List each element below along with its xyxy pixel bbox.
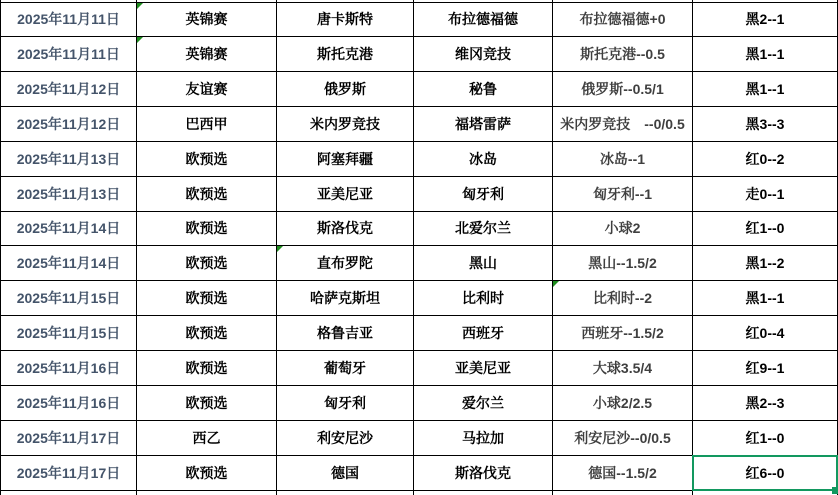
cell-away-team[interactable] bbox=[414, 246, 553, 281]
cell-date[interactable] bbox=[0, 351, 137, 386]
cell-league[interactable] bbox=[137, 456, 277, 491]
table-row bbox=[0, 421, 838, 456]
table-row bbox=[0, 37, 838, 72]
cell-away-team[interactable] bbox=[414, 142, 553, 177]
table-row bbox=[0, 212, 838, 247]
cell-result[interactable] bbox=[693, 142, 838, 177]
cell-league[interactable] bbox=[137, 37, 277, 72]
table-row bbox=[0, 2, 838, 37]
home-team-text: 唐卡斯特 bbox=[317, 11, 373, 28]
result-text: 红0--2 bbox=[745, 150, 785, 167]
league-text: 欧预选 bbox=[185, 395, 228, 412]
league-text: 欧预选 bbox=[185, 185, 228, 202]
cell-date[interactable] bbox=[0, 37, 137, 72]
date-text: 2025年11月15日 bbox=[16, 290, 121, 307]
table-row bbox=[0, 142, 838, 177]
cell-home-team[interactable] bbox=[277, 107, 414, 142]
partial-cell bbox=[553, 491, 693, 495]
cell-date[interactable] bbox=[0, 421, 137, 456]
cell-result[interactable] bbox=[693, 2, 838, 37]
home-team-text: 俄罗斯 bbox=[324, 80, 366, 97]
error-indicator-triangle-icon bbox=[277, 246, 283, 252]
league-text: 巴西甲 bbox=[185, 115, 228, 132]
table-row bbox=[0, 72, 838, 107]
away-team-text: 福塔雷萨 bbox=[455, 115, 511, 132]
cell-handicap[interactable] bbox=[553, 421, 693, 456]
cell-date[interactable] bbox=[0, 107, 137, 142]
date-text: 2025年11月17日 bbox=[16, 464, 121, 481]
cell-home-team[interactable] bbox=[277, 212, 414, 247]
cell-date[interactable] bbox=[0, 386, 137, 421]
cell-result[interactable] bbox=[693, 316, 838, 351]
handicap-text: 冰岛--1 bbox=[599, 150, 646, 167]
cell-league[interactable] bbox=[137, 212, 277, 247]
cell-result[interactable] bbox=[693, 37, 838, 72]
result-text: 红6--0 bbox=[745, 464, 785, 481]
cell-handicap[interactable] bbox=[553, 177, 693, 212]
away-team-text: 冰岛 bbox=[469, 150, 497, 167]
cell-home-team[interactable] bbox=[277, 351, 414, 386]
away-team-text: 爱尔兰 bbox=[462, 395, 504, 412]
cell-date[interactable] bbox=[0, 316, 137, 351]
handicap-text: 西班牙--1.5/2 bbox=[581, 325, 664, 342]
cell-handicap[interactable] bbox=[553, 386, 693, 421]
home-team-text: 斯洛伐克 bbox=[317, 220, 373, 237]
cell-result[interactable] bbox=[693, 421, 838, 456]
cell-away-team[interactable] bbox=[414, 351, 553, 386]
league-text: 欧预选 bbox=[185, 325, 228, 342]
handicap-text: 俄罗斯--0.5/1 bbox=[581, 80, 664, 97]
cell-home-team[interactable] bbox=[277, 246, 414, 281]
cell-home-team[interactable] bbox=[277, 456, 414, 491]
partial-cell bbox=[693, 491, 838, 495]
date-text: 2025年11月13日 bbox=[16, 150, 121, 167]
result-text: 黑1--1 bbox=[745, 80, 785, 97]
cell-home-team[interactable] bbox=[277, 177, 414, 212]
league-text: 欧预选 bbox=[185, 290, 228, 307]
date-text: 2025年11月13日 bbox=[16, 185, 121, 202]
cell-date[interactable] bbox=[0, 142, 137, 177]
result-text: 红9--1 bbox=[745, 360, 785, 377]
partial-cell bbox=[277, 491, 414, 495]
cell-date[interactable] bbox=[0, 281, 137, 316]
table-row bbox=[0, 107, 838, 142]
cell-league[interactable] bbox=[137, 142, 277, 177]
table-row bbox=[0, 246, 838, 281]
cell-home-team[interactable] bbox=[277, 72, 414, 107]
home-team-text: 格鲁吉亚 bbox=[317, 325, 373, 342]
cell-result[interactable] bbox=[693, 246, 838, 281]
league-text: 欧预选 bbox=[185, 360, 228, 377]
cell-home-team[interactable] bbox=[277, 281, 414, 316]
away-team-text: 匈牙利 bbox=[462, 185, 504, 202]
handicap-text: 斯托克港--0.5 bbox=[580, 45, 665, 62]
cell-handicap[interactable] bbox=[553, 2, 693, 37]
cell-handicap[interactable] bbox=[553, 212, 693, 247]
home-team-text: 阿塞拜疆 bbox=[317, 150, 373, 167]
cell-away-team[interactable] bbox=[414, 421, 553, 456]
date-text: 2025年11月16日 bbox=[16, 360, 121, 377]
table-row bbox=[0, 386, 838, 421]
cell-league[interactable] bbox=[137, 421, 277, 456]
handicap-text: 匈牙利--1 bbox=[592, 185, 653, 202]
handicap-text: 小球2 bbox=[604, 220, 641, 237]
cell-away-team[interactable] bbox=[414, 316, 553, 351]
date-text: 2025年11月12日 bbox=[16, 115, 121, 132]
cell-date[interactable] bbox=[0, 246, 137, 281]
home-team-text: 直布罗陀 bbox=[317, 255, 373, 272]
league-text: 友谊赛 bbox=[185, 80, 228, 97]
error-indicator-triangle-icon bbox=[137, 3, 143, 9]
cell-date[interactable] bbox=[0, 456, 137, 491]
home-team-text: 匈牙利 bbox=[324, 395, 366, 412]
handicap-text: 德国--1.5/2 bbox=[588, 464, 657, 481]
date-text: 2025年11月16日 bbox=[16, 395, 121, 412]
result-text: 黑2--3 bbox=[745, 395, 785, 412]
away-team-text: 亚美尼亚 bbox=[455, 360, 511, 377]
cell-date[interactable] bbox=[0, 212, 137, 247]
cell-league[interactable] bbox=[137, 316, 277, 351]
result-text: 黑1--1 bbox=[745, 45, 785, 62]
result-text: 黑1--2 bbox=[745, 255, 785, 272]
table-row bbox=[0, 316, 838, 351]
home-team-text: 亚美尼亚 bbox=[317, 185, 373, 202]
cell-handicap[interactable] bbox=[553, 351, 693, 386]
cell-league[interactable] bbox=[137, 107, 277, 142]
cell-home-team[interactable] bbox=[277, 37, 414, 72]
away-team-text: 黑山 bbox=[469, 255, 497, 272]
handicap-text: 布拉德福德+0 bbox=[579, 11, 666, 28]
table-row bbox=[0, 456, 838, 491]
cell-home-team[interactable] bbox=[277, 386, 414, 421]
selected-cell-border bbox=[692, 455, 838, 491]
handicap-text: 利安尼沙--0/0.5 bbox=[574, 430, 671, 447]
result-text: 走0--1 bbox=[745, 185, 785, 202]
cell-home-team[interactable] bbox=[277, 316, 414, 351]
cell-away-team[interactable] bbox=[414, 72, 553, 107]
handicap-text: 黑山--1.5/2 bbox=[588, 255, 657, 272]
cell-result[interactable] bbox=[693, 107, 838, 142]
handicap-text: 比利时--2 bbox=[592, 290, 653, 307]
cell-date[interactable] bbox=[0, 2, 137, 37]
cell-home-team[interactable] bbox=[277, 421, 414, 456]
table-row bbox=[0, 351, 838, 386]
table-body bbox=[0, 2, 838, 491]
home-team-text: 米内罗竞技 bbox=[310, 115, 380, 132]
away-team-text: 布拉德福德 bbox=[448, 11, 518, 28]
cell-handicap[interactable] bbox=[553, 37, 693, 72]
cell-league[interactable] bbox=[137, 351, 277, 386]
fill-handle[interactable] bbox=[832, 487, 838, 494]
league-text: 英锦赛 bbox=[185, 45, 228, 62]
cell-away-team[interactable] bbox=[414, 177, 553, 212]
cell-handicap[interactable] bbox=[553, 142, 693, 177]
away-team-text: 维冈竞技 bbox=[455, 45, 511, 62]
away-team-text: 马拉加 bbox=[462, 430, 504, 447]
cell-league[interactable] bbox=[137, 177, 277, 212]
cell-result[interactable] bbox=[693, 212, 838, 247]
date-text: 2025年11月11日 bbox=[17, 11, 120, 28]
cell-handicap[interactable] bbox=[553, 316, 693, 351]
league-text: 英锦赛 bbox=[185, 11, 228, 28]
cell-result[interactable] bbox=[693, 177, 838, 212]
cell-league[interactable] bbox=[137, 246, 277, 281]
cell-home-team[interactable] bbox=[277, 142, 414, 177]
cell-away-team[interactable] bbox=[414, 212, 553, 247]
result-text: 黑2--1 bbox=[745, 11, 785, 28]
error-indicator-triangle-icon bbox=[137, 37, 143, 43]
home-team-text: 葡萄牙 bbox=[324, 360, 366, 377]
date-text: 2025年11月17日 bbox=[16, 430, 121, 447]
partial-cell bbox=[0, 491, 137, 495]
cell-result[interactable] bbox=[693, 386, 838, 421]
date-text: 2025年11月12日 bbox=[16, 80, 121, 97]
cell-handicap[interactable] bbox=[553, 107, 693, 142]
table-row bbox=[0, 281, 838, 316]
away-team-text: 秘鲁 bbox=[469, 80, 497, 97]
cell-result[interactable] bbox=[693, 456, 838, 491]
away-team-text: 北爱尔兰 bbox=[455, 220, 511, 237]
cell-away-team[interactable] bbox=[414, 386, 553, 421]
cell-handicap[interactable] bbox=[553, 72, 693, 107]
away-team-text: 比利时 bbox=[462, 290, 504, 307]
table-row bbox=[0, 177, 838, 212]
cell-away-team[interactable] bbox=[414, 456, 553, 491]
cell-league[interactable] bbox=[137, 386, 277, 421]
result-text: 红1--0 bbox=[745, 430, 785, 447]
result-text: 红1--0 bbox=[745, 220, 785, 237]
league-text: 欧预选 bbox=[185, 255, 228, 272]
league-text: 欧预选 bbox=[185, 464, 228, 481]
cell-result[interactable] bbox=[693, 281, 838, 316]
league-text: 欧预选 bbox=[185, 150, 228, 167]
cell-league[interactable] bbox=[137, 72, 277, 107]
result-text: 红0--4 bbox=[745, 325, 785, 342]
home-team-text: 利安尼沙 bbox=[317, 430, 373, 447]
cell-handicap[interactable] bbox=[553, 246, 693, 281]
league-text: 西乙 bbox=[192, 430, 221, 447]
cell-away-team[interactable] bbox=[414, 2, 553, 37]
handicap-text: 米内罗竞技 --0/0.5 bbox=[560, 115, 685, 132]
partial-cell bbox=[137, 491, 277, 495]
result-text: 黑1--1 bbox=[745, 290, 785, 307]
cell-away-team[interactable] bbox=[414, 107, 553, 142]
result-text: 黑3--3 bbox=[745, 115, 785, 132]
partial-cell bbox=[414, 491, 553, 495]
home-team-text: 哈萨克斯坦 bbox=[310, 290, 380, 307]
cell-date[interactable] bbox=[0, 72, 137, 107]
cell-home-team[interactable] bbox=[277, 2, 414, 37]
cell-league[interactable] bbox=[137, 281, 277, 316]
cell-date[interactable] bbox=[0, 177, 137, 212]
away-team-text: 斯洛伐克 bbox=[455, 464, 511, 481]
cell-result[interactable] bbox=[693, 351, 838, 386]
cell-league[interactable] bbox=[137, 2, 277, 37]
handicap-text: 大球3.5/4 bbox=[592, 360, 653, 377]
league-text: 欧预选 bbox=[185, 220, 228, 237]
home-team-text: 德国 bbox=[331, 464, 359, 481]
date-text: 2025年11月14日 bbox=[16, 220, 121, 237]
date-text: 2025年11月11日 bbox=[17, 45, 120, 62]
cell-away-team[interactable] bbox=[414, 37, 553, 72]
home-team-text: 斯托克港 bbox=[317, 45, 373, 62]
cell-handicap[interactable] bbox=[553, 456, 693, 491]
cell-result[interactable] bbox=[693, 72, 838, 107]
handicap-text: 小球2/2.5 bbox=[592, 395, 653, 412]
cell-away-team[interactable] bbox=[414, 281, 553, 316]
error-indicator-triangle-icon bbox=[553, 281, 559, 287]
cell-handicap[interactable] bbox=[553, 281, 693, 316]
partial-row-bottom bbox=[0, 491, 838, 495]
date-text: 2025年11月14日 bbox=[16, 255, 121, 272]
date-text: 2025年11月15日 bbox=[16, 325, 121, 342]
away-team-text: 西班牙 bbox=[462, 325, 504, 342]
